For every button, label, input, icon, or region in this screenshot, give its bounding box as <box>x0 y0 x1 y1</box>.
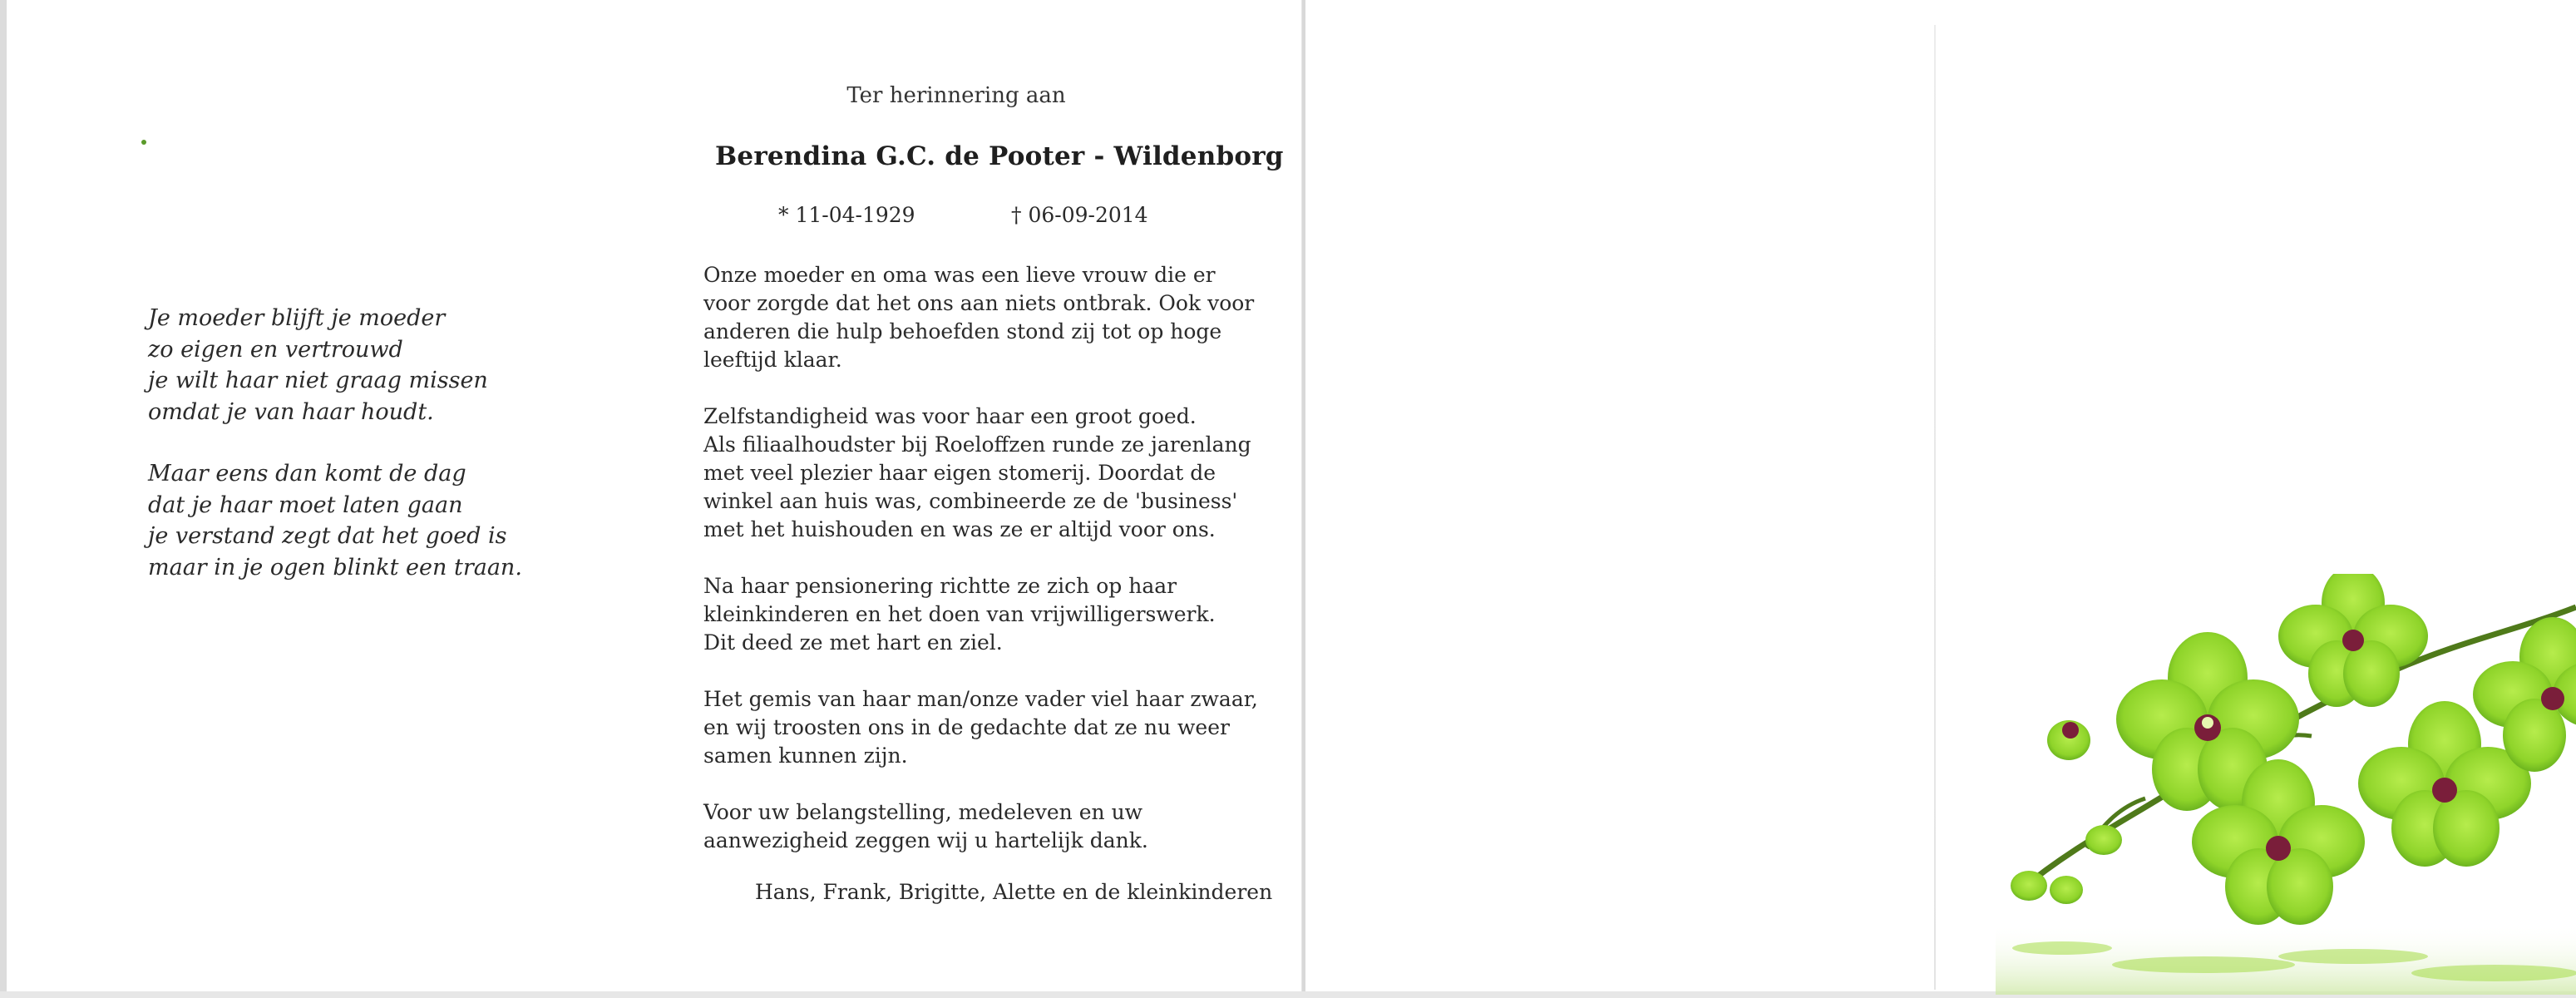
text-line: winkel aan huis was, combineerde ze de 'business' <box>703 489 1238 513</box>
poem-line: maar in je ogen blinkt een traan. <box>148 554 522 581</box>
text-line: met het huishouden en was ze er altijd voor ons. <box>703 517 1216 541</box>
text-line: Zelfstandigheid was voor haar een groot goed. <box>703 404 1197 428</box>
text-line: Dit deed ze met hart en ziel. <box>703 630 1003 655</box>
poem-line: omdat je van haar houdt. <box>148 398 434 425</box>
poem-line: zo eigen en vertrouwd <box>148 336 403 363</box>
paragraph <box>703 685 1258 770</box>
death-date: † 06-09-2014 <box>1011 203 1148 227</box>
green-dot <box>141 140 146 145</box>
poem-line: Je moeder blijft je moeder <box>148 305 446 331</box>
text-line: Na haar pensionering richtte ze zich op haar <box>703 574 1177 598</box>
poem-line: je wilt haar niet graag missen <box>148 368 488 393</box>
text-line: Onze moeder en oma was een lieve vrouw die er <box>703 263 1216 287</box>
poem <box>148 303 580 614</box>
poem-stanza-1 <box>148 303 580 427</box>
paragraph <box>703 798 1236 855</box>
signature: Hans, Frank, Brigitte, Alette en de kleinkinderen <box>755 880 1273 904</box>
poem-line: je verstand zegt dat het goed is <box>148 523 507 549</box>
paragraph <box>703 261 1255 374</box>
intro-text: Ter herinnering aan <box>846 83 1066 108</box>
text-line: en wij troosten ons in de gedachte dat ze nu weer <box>703 715 1230 739</box>
text-line: aanwezigheid zeggen wij u hartelijk dank. <box>703 828 1148 852</box>
paragraph <box>703 403 1251 544</box>
green-orchid-branch-icon <box>1996 574 2576 995</box>
text-line: leeftijd klaar. <box>703 348 842 372</box>
text-line: anderen die hulp behoefden stond zij tot op hoge <box>703 319 1222 343</box>
birth-date: * 11-04-1929 <box>778 203 915 227</box>
text-line: kleinkinderen en het doen van vrijwilligerswerk. <box>703 602 1216 626</box>
text-line: samen kunnen zijn. <box>703 744 908 768</box>
memorial-text <box>703 261 1258 883</box>
text-line: Als filiaalhoudster bij Roeloffzen runde ze jarenlang <box>703 432 1251 457</box>
scan-left-edge <box>0 0 7 998</box>
paragraph <box>703 572 1236 657</box>
text-line: voor zorgde dat het ons aan niets ontbrak. Ook voor <box>703 291 1255 315</box>
poem-stanza-2 <box>148 458 580 583</box>
text-line: Voor uw belangstelling, medeleven en uw <box>703 800 1143 824</box>
deceased-name: Berendina G.C. de Pooter - Wildenborg <box>715 141 1284 171</box>
text-line: met veel plezier haar eigen stomerij. Doordat de <box>703 461 1216 485</box>
text-line: Het gemis van haar man/onze vader viel haar zwaar, <box>703 687 1258 711</box>
poem-line: Maar eens dan komt de dag <box>148 461 466 487</box>
poem-line: dat je haar moet laten gaan <box>148 492 463 518</box>
